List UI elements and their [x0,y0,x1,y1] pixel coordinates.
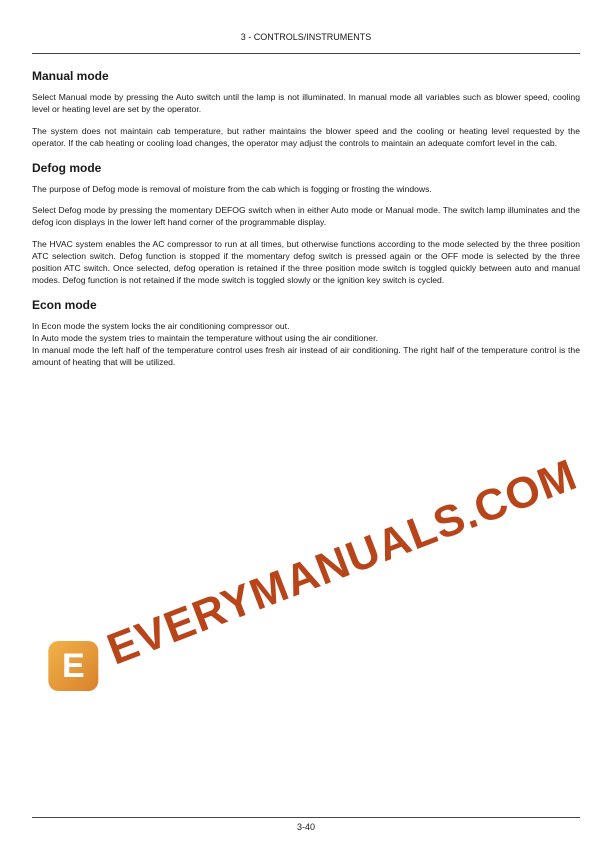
watermark-text: EVERYMANUALS.COM [100,450,584,675]
running-header: 3 - CONTROLS/INSTRUMENTS [240,32,372,42]
watermark [41,450,584,698]
section-heading: Manual mode [32,69,109,83]
page-body [32,69,580,380]
paragraph: The system does not maintain cab temperature, but rather maintains the blower speed and the cooling or heating level requested by the operator. If the cab heating or cooling load changes, the operator may adjust the controls to maintain an adequate comfort level in the cab. [32,125,580,148]
paragraph: Select Manual mode by pressing the Auto switch until the lamp is not illuminated. In manual mode all variables such as blower speed, cooling level or heating level are set by the operator. [32,92,580,114]
paragraph: In Econ mode the system locks the air conditioning compressor out. [32,320,290,331]
section-defog-mode [32,161,580,286]
section-heading: Econ mode [32,297,97,312]
paragraph: Select Defog mode by pressing the momentary DEFOG switch when in either Auto mode or Manual mode. The switch lamp illuminates and the defog icon displays in the lower left hand corner of the programmable display. [32,205,580,227]
section-manual-mode [32,69,580,149]
section-heading: Defog mode [32,160,102,175]
header-rule [32,53,580,54]
paragraph: In Auto mode the system tries to maintain the temperature without using the air conditioner. [32,332,378,343]
paragraph: The HVAC system enables the AC compressor to run at all times, but otherwise functions according to the mode selected by the three position ATC selection switch. Defog function is stopped if the momentary defog switch is pressed again or the OFF mode is selected by the three position ATC switch. Once selected, defog operation is retained if the three position mode switch is toggled quickly between auto and manual modes. Defog function is not retained if the mode switch is toggled slowly or the ignition key switch is cycled. [32,238,580,285]
page-number: 3-40 [296,822,315,832]
footer-rule [32,817,580,818]
paragraph: The purpose of Defog mode is removal of moisture from the cab which is fogging or frosting the windows. [32,183,432,194]
watermark-logo-icon: E [48,641,98,691]
paragraph: In manual mode the left half of the temperature control uses fresh air instead of air conditioning. The right half of the temperature control is the amount of heating that will be utilized. [32,344,580,367]
section-econ-mode [32,298,580,368]
